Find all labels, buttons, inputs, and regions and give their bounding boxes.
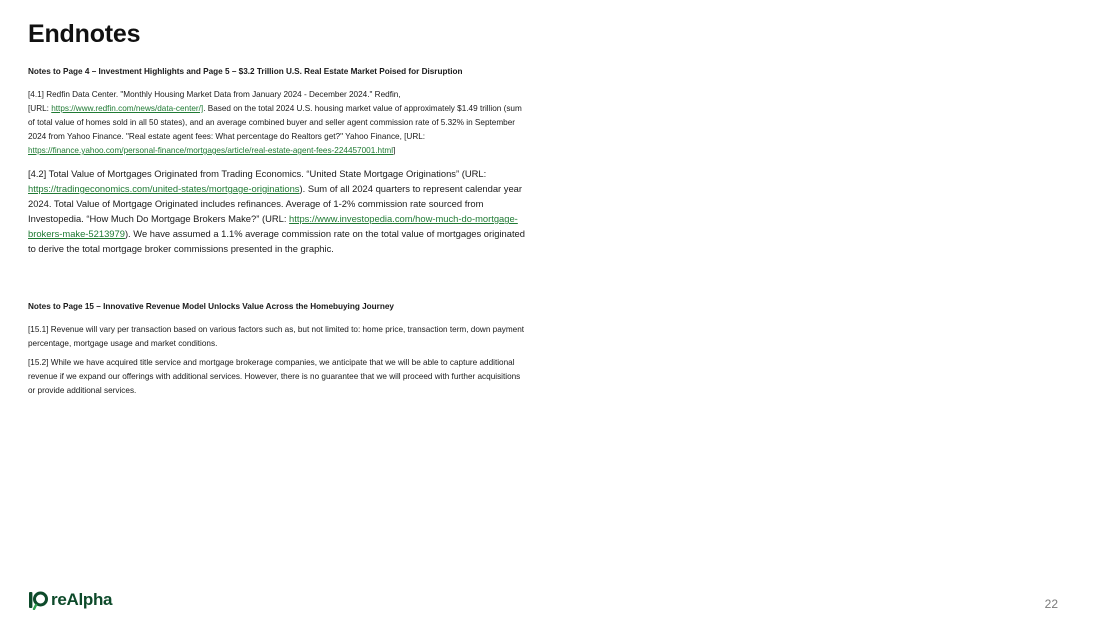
investopedia-link[interactable]: https://www.investopedia.com/how-much-do-mortgage-brokers-make-5213979 — [28, 213, 518, 239]
redfin-link[interactable]: https://www.redfin.com/news/data-center/] — [51, 104, 204, 113]
yahoo-finance-link[interactable]: https://finance.yahoo.com/personal-finance/mortgages/article/real-estate-agent-fees-224457001.html — [28, 146, 394, 155]
endnote-4-1-text-b: [URL: — [28, 104, 52, 113]
endnote-4-1-text-a: [4.1] Redfin Data Center. "Monthly Housing Market Data from January 2024 - December 2024." Redfin, — [28, 90, 401, 99]
endnote-4-1-text-d: ] — [393, 146, 396, 155]
endnote-15-2: [15.2] While we have acquired title service and mortgage brokerage companies, we anticipate that we will be able to capture additional revenue if we expand our offerings with additional services. However, there is no guarantee that we will proceed with further acquisitions or provide additional services. — [28, 358, 521, 395]
realpha-logo-icon — [28, 590, 48, 610]
endnote-4-1 — [28, 88, 526, 158]
realpha-logo — [28, 590, 112, 610]
endnote-4-2-text-a: [4.2] Total Value of Mortgages Originated from Trading Economics. “United State Mortgage Originations” (URL: — [28, 168, 487, 179]
page-title: Endnotes — [28, 20, 141, 48]
endnote-15-1: [15.1] Revenue will vary per transaction based on various factors such as, but not limited to: home price, transaction term, down payment percentage, mortgage usage and market conditions. — [28, 325, 525, 348]
trading-economics-link[interactable]: https://tradingeconomics.com/united-states/mortgage-originations — [28, 183, 300, 194]
endnote-4-2 — [28, 166, 526, 256]
endnote-4-2-text-c: ). We have assumed a 1.1% average commission rate on the total value of mortgages originated to derive the total mortgage broker commissions presented in the graphic. — [28, 228, 525, 254]
endnote-4-1-text-c: . Based on the total 2024 U.S. housing market value of approximately $1.49 trillion (sum of total value of homes sold in all 50 states), and an average combined buyer and seller agent commission rate of 5.32% in September 2024 from Yahoo Finance. "Real estate agent fees: What percentage do Realtors get?" Yahoo Finance, [URL: — [28, 104, 522, 141]
page-number: 22 — [1044, 597, 1058, 611]
endnote-4-2-text-b: ). Sum of all 2024 quarters to represent calendar year 2024. Total Value of Mortgage Originated includes refinances. Average of 1-2% commission rate sourced from Investopedia. “How Much Do Mortgage Brokers Make?” (URL: — [28, 183, 523, 224]
section-heading-page-4-5: Notes to Page 4 – Investment Highlights and Page 5 – $3.2 Trillion U.S. Real Estate Market Poised for Disruption — [28, 67, 463, 76]
logo-wordmark: reAlpha — [51, 590, 113, 609]
endnotes-content — [28, 66, 526, 403]
section-heading-page-15: Notes to Page 15 – Innovative Revenue Model Unlocks Value Across the Homebuying Journey — [28, 302, 394, 311]
